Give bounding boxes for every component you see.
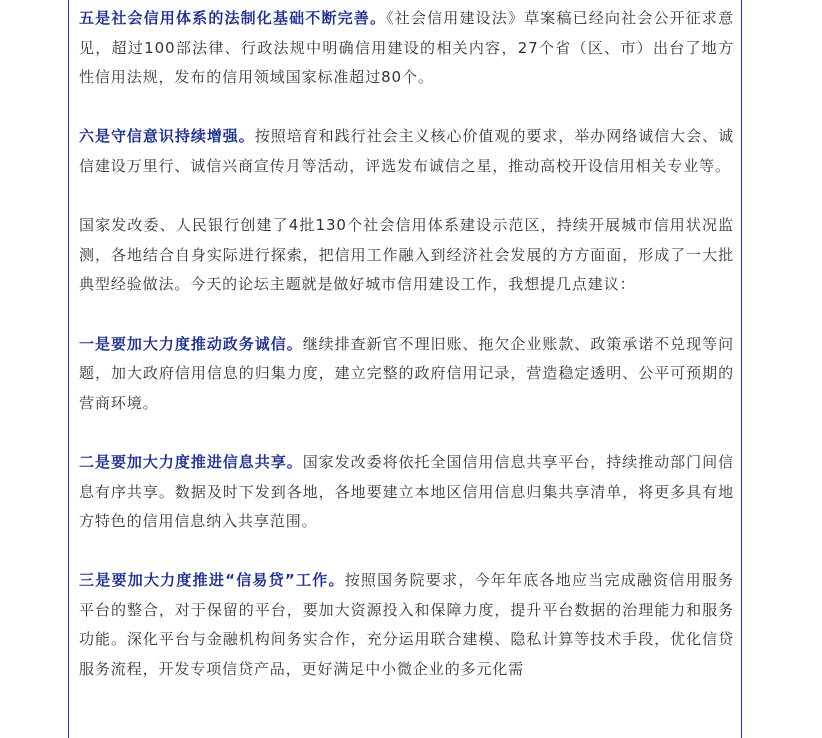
paragraph-lead: 六是守信意识持续增强。 xyxy=(79,127,255,146)
article-body xyxy=(79,4,734,714)
paragraph-text: 按照国务院要求，今年年底各地应当完成融资信用服务平台的整合，对于保留的平台，要加大资源投入和保障力度，提升平台数据的治理能力和服务功能。深化平台与金融机构间务实合作，充分运用联合建模、隐私计算等技术手段，优化信贷服务流程，开发专项信贷产品，更好满足中小微企业的多元化需 xyxy=(79,571,734,679)
paragraph-suggestion-one xyxy=(79,330,734,419)
paragraph-text: 继续排查新官不理旧账、拖欠企业账款、政策承诺不兑现等问题，加大政府信用信息的归集力度，建立完整的政府信用记录，营造稳定透明、公平可预期的营商环境。 xyxy=(79,334,734,412)
paragraph-lead: 三是要加大力度推进“信易贷”工作。 xyxy=(79,571,345,590)
paragraph-text: 国家发改委将依托全国信用信息共享平台，持续推动部门间信息有序共享。数据及时下发到各地，各地要建立本地区信用信息归集共享清单，将更多具有地方特色的信用信息纳入共享范围。 xyxy=(79,452,734,531)
paragraph-lead: 二是要加大力度推进信息共享。 xyxy=(79,452,303,471)
paragraph-lead: 一是要加大力度推动政务诚信。 xyxy=(79,334,303,353)
paragraph-lead: 五是社会信用体系的法制化基础不断完善。 xyxy=(79,9,387,27)
paragraph-text: 国家发改委、人民银行创建了4批130个社会信用体系建设示范区，持续开展城市信用状况监测，各地结合自身实际进行探索，把信用工作融入到经济社会发展的方方面面，形成了一大批典型经验做法。今天的论坛主题就是做好城市信用建设工作，我想提几点建议： xyxy=(79,216,734,294)
paragraph-text: 《社会信用建设法》草案稿已经向社会公开征求意见，超过100部法律、行政法规中明确信用建设的相关内容，27个省（区、市）出台了地方性信用法规，发布的信用领域国家标准超过80个。 xyxy=(79,9,734,87)
paragraph-suggestion-two xyxy=(79,448,734,537)
paragraph-suggestion-three xyxy=(79,566,734,684)
paragraph-text: 按照培育和践行社会主义核心价值观的要求，举办网络诚信大会、诚信建设万里行、诚信兴商宣传月等活动，评选发布诚信之星，推动高校开设信用相关专业等。 xyxy=(79,127,734,175)
paragraph-five xyxy=(79,4,734,93)
paragraph-demonstration-zones xyxy=(79,211,734,300)
paragraph-six xyxy=(79,122,734,181)
